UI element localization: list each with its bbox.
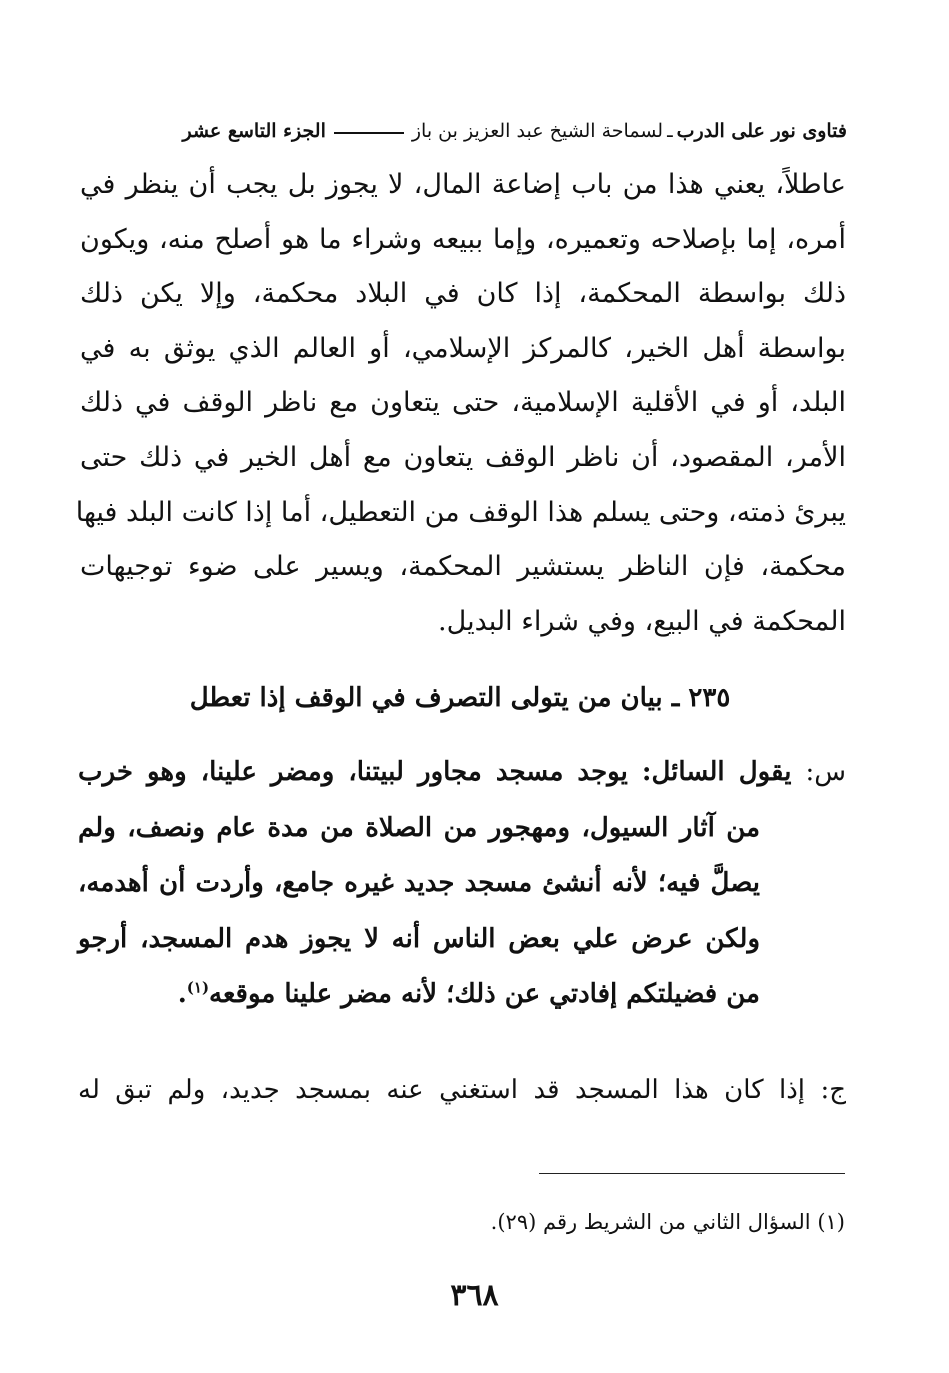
- question-line: من فضيلتكم إفادتي عن ذلك؛ لأنه مضر علينا موقعه$^{(١)}$.: [177, 978, 760, 1009]
- question-label: س:: [805, 757, 846, 787]
- body-line: محكمة، فإن الناظر يستشير المحكمة، ويسير على ضوء توجيهات: [80, 551, 846, 583]
- question-line: من آثار السيول، ومهجور من الصلاة من مدة عام ونصف، ولم: [78, 812, 760, 843]
- body-line: بواسطة أهل الخير، كالمركز الإسلامي، أو العالم الذي يوثق به في: [80, 332, 846, 364]
- author-name: لسماحة الشيخ عبد العزيز بن باز: [411, 120, 664, 142]
- volume-label: الجزء التاسع عشر: [182, 120, 326, 142]
- section-dash: ـ: [671, 683, 680, 713]
- footnote-text: السؤال الثاني من الشريط رقم (٢٩).: [490, 1210, 811, 1234]
- page-number: ٣٦٨: [450, 1278, 499, 1313]
- answer-label: ج:: [820, 1075, 846, 1105]
- section-heading: [150, 676, 770, 720]
- body-paragraph: [75, 158, 846, 649]
- book-title: فتاوى نور على الدرب: [676, 120, 847, 142]
- question-line: يصلَّ فيه؛ لأنه أنشئ مسجد جديد غيره جامع، وأردت أن أهدمه،: [78, 868, 760, 898]
- body-line: المحكمة في البيع، وفي شراء البديل.: [438, 605, 846, 637]
- footnote-marker: (١): [817, 1210, 845, 1234]
- answer-line: ج: إذا كان هذا المسجد قد استغني عنه بمسجد جديد، ولم تبق له: [78, 1075, 846, 1105]
- question-line: ولكن عرض علي بعض الناس أنه لا يجوز هدم المسجد، أرجو: [78, 923, 760, 954]
- body-line: أمره، إما بإصلاحه وتعميره، وإما ببيعه وشراء ما هو أصلح منه، ويكون: [80, 223, 846, 255]
- header-rule: [334, 132, 404, 134]
- footnote-reference: (١): [186, 978, 210, 997]
- question-line: س: يقول السائل: يوجد مسجد مجاور لبيتنا، ومضر علينا، وهو خرب: [78, 757, 846, 787]
- body-line: يبرئ ذمته، وحتى يسلم هذا الوقف من التعطيل، أما إذا كانت البلد فيها: [75, 496, 846, 528]
- footnote-divider: [539, 1173, 845, 1174]
- header-separator: ـ: [667, 120, 673, 142]
- body-line: البلد، أو في الأقلية الإسلامية، حتى يتعاون مع ناظر الوقف في ذلك: [80, 387, 846, 419]
- section-title-text: بيان من يتولى التصرف في الوقف إذا تعطل: [189, 683, 663, 713]
- question-block: [78, 745, 846, 1023]
- section-number: ٢٣٥: [688, 683, 731, 713]
- body-line: ذلك بواسطة المحكمة، إذا كان في البلاد محكمة، وإلا يكن ذلك: [80, 278, 846, 310]
- footnote: [491, 1207, 845, 1237]
- running-header: [95, 114, 847, 148]
- body-line: الأمر، المقصود، أن ناظر الوقف يتعاون مع أهل الخير في ذلك حتى: [80, 441, 846, 473]
- body-line: عاطلاً، يعني هذا من باب إضاعة المال، لا يجوز بل يجب أن ينظر في: [80, 169, 846, 200]
- answer-block: [78, 1063, 846, 1119]
